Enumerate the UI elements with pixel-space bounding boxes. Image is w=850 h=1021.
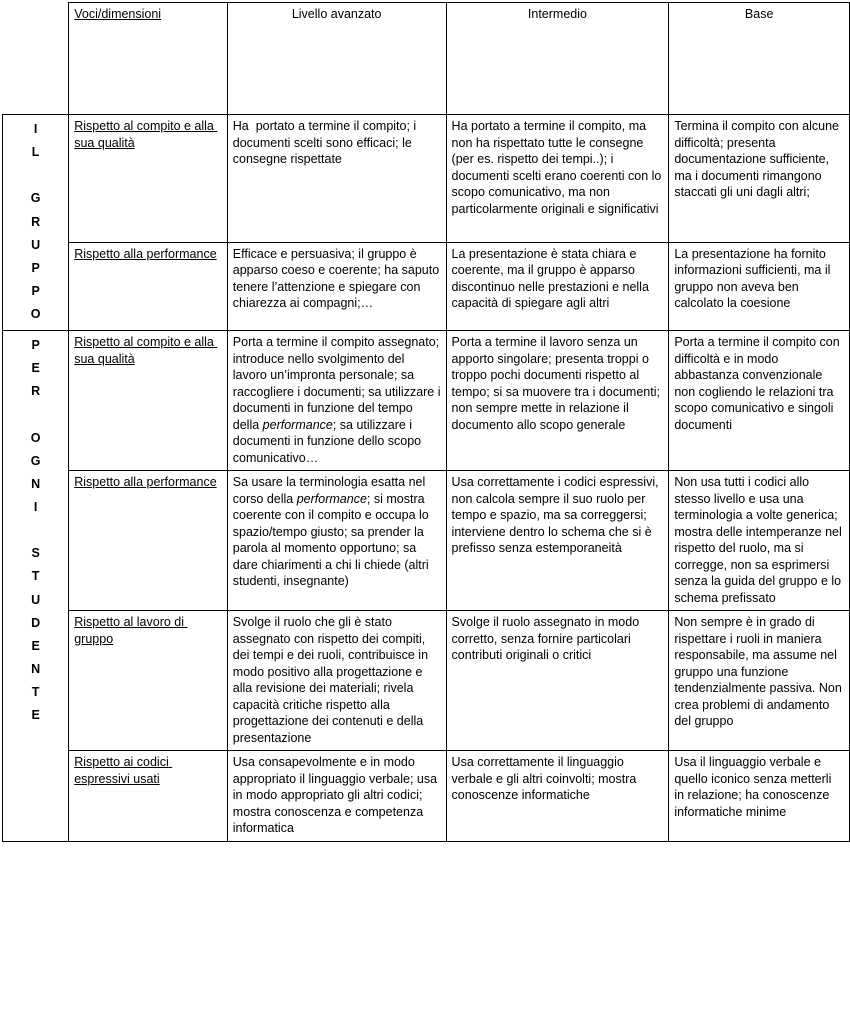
level-advanced-text: Usa consapevolmente e in modo appropriato il linguaggio verbale; usa in modo appropriato gli altri codici; mostra conoscenza e competenza informatica [232, 755, 441, 836]
level-intermediate-text: Porta a termine il lavoro senza un apporto singolare; presenta troppi o troppo pochi documenti rispetto al tempo; si sa muovere tra i documenti; non sempre mette in relazione il documento allo scopo generale [451, 335, 664, 432]
section-label-student-letters: P E R O G N I S T U D E N T E [30, 338, 41, 723]
level-advanced-text: Porta a termine il compito assegnato; introduce nello svolgimento del lavoro un’impronta personale; sa raccogliere i documenti; sa utilizzare i documenti in funzione del tempo della performance; sa utilizzare i documenti in funzione dello scopo comunicativo… [232, 335, 448, 465]
level-intermediate-cell [446, 611, 669, 751]
table-row [3, 115, 850, 243]
level-advanced-cell [227, 115, 446, 243]
table-row [3, 611, 850, 751]
level-base-cell [669, 242, 850, 330]
table-header-row [3, 3, 850, 115]
level-advanced-text: Efficace e persuasiva; il gruppo è apparso coeso e coerente; ha saputo tenere l’attenzione e spiegare con chiarezza ai compagni;… [232, 246, 443, 311]
dimension-label: Rispetto al lavoro di gruppo [74, 615, 188, 646]
level-intermediate-text: Svolge il ruolo assegnato in modo corretto, senza fornire particolari contributi originali o critici [451, 615, 643, 663]
section-label-group [3, 115, 69, 331]
level-base-cell [669, 751, 850, 842]
dimension-cell [69, 471, 228, 611]
table-row [3, 751, 850, 842]
level-advanced-text: Svolge il ruolo che gli è stato assegnato con rispetto dei compiti, dei tempi e dei ruoli, contribuisce in modo positivo alla progettazione e alla revisione dei materiali; rivela capacità critiche rispetto alla progettazione dei contenuti e della presentazione [232, 615, 432, 745]
level-base-text: Termina il compito con alcune difficoltà; presenta documentazione sufficiente, ma i documenti rimangono staccati gli uni dagli altri; [674, 119, 843, 199]
level-base-cell [669, 331, 850, 471]
level-base-text: Non usa tutti i codici allo stesso livello e usa una terminologia a volte generica; mostra delle intemperanze nel rispetto del ruolo, ma si corregge, non sa esprimersi senza la guida del gruppo e lo schema prefissato [674, 475, 846, 605]
level-intermediate-cell [446, 242, 669, 330]
level-base-cell [669, 115, 850, 243]
level-intermediate-text: Usa correttamente il linguaggio verbale e gli altri coinvolti; mostra conoscenze informatiche [451, 755, 640, 803]
table-row [3, 331, 850, 471]
rubric-document [0, 2, 850, 1021]
level-intermediate-cell [446, 115, 669, 243]
level-advanced-cell [227, 611, 446, 751]
level-intermediate-cell [446, 471, 669, 611]
level-base-text: Porta a termine il compito con difficoltà e in modo abbastanza convenzionale non cogliendo le relazioni tra scopo comunicativo e singoli documenti [674, 335, 844, 432]
header-dimensions-label: Voci/dimensioni [74, 7, 162, 21]
level-base-cell [669, 611, 850, 751]
level-advanced-cell [227, 751, 446, 842]
section-label-group-letters: I L G R U P P O [30, 122, 41, 321]
level-intermediate-text: Usa correttamente i codici espressivi, non calcola sempre il suo ruolo per tempo e spazio, ma sa correggersi; interviene dentro lo schema che si è prefisso senza estemporaneità [451, 475, 663, 556]
dimension-cell [69, 115, 228, 243]
dimension-label: Rispetto ai codici espressivi usati [74, 755, 173, 786]
section-label-student [3, 331, 69, 842]
dimension-cell [69, 611, 228, 751]
dimension-cell [69, 331, 228, 471]
level-intermediate-cell [446, 331, 669, 471]
level-base-text: La presentazione ha fornito informazioni sufficienti, ma il gruppo non aveva ben calcolato la coesione [674, 246, 834, 311]
level-advanced-cell [227, 242, 446, 330]
level-intermediate-text: Ha portato a termine il compito, ma non ha rispettato tutte le consegne (per es. rispetto dei tempi..); i documenti scelti erano coerenti con lo scopo comunicativo, ma non particolarmente originali e significativi [451, 119, 665, 216]
dimension-label: Rispetto alla performance [74, 246, 217, 261]
table-row [3, 471, 850, 611]
level-base-text: Non sempre è in grado di rispettare i ruoli in maniera responsabile, ma assume nel gruppo una funzione tendenzialmente passiva. Non crea problemi di andamento del gruppo [674, 615, 846, 729]
header-corner-blank [3, 3, 69, 115]
header-dimensions [69, 3, 228, 115]
header-level-advanced: Livello avanzato [227, 3, 446, 115]
level-base-cell [669, 471, 850, 611]
level-advanced-cell [227, 471, 446, 611]
dimension-label: Rispetto al compito e alla sua qualità [74, 335, 218, 366]
header-level-intermediate: Intermedio [446, 3, 669, 115]
rubric-table [2, 2, 850, 842]
table-row [3, 242, 850, 330]
header-level-base: Base [669, 3, 850, 115]
dimension-cell [69, 242, 228, 330]
level-advanced-cell [227, 331, 446, 471]
level-advanced-text: Sa usare la terminologia esatta nel corso della performance; si mostra coerente con il compito e occupa lo spazio/tempo giusto; sa prender la parola al momento opportuno; sa dare chiarimenti a chi li chiede (altri studenti, insegnante) [232, 475, 433, 589]
level-intermediate-cell [446, 751, 669, 842]
level-base-text: Usa il linguaggio verbale e quello iconico senza metterli in relazione; ha conoscenze informatiche minime [674, 755, 835, 819]
level-intermediate-text: La presentazione è stata chiara e coerente, ma il gruppo è apparso discontinuo nelle prestazioni e nella capacità di spiegare agli altri [451, 246, 653, 311]
dimension-label: Rispetto alla performance [74, 475, 217, 490]
level-advanced-text: Ha portato a termine il compito; i documenti scelti sono efficaci; le consegne rispettate [232, 119, 420, 166]
dimension-cell [69, 751, 228, 842]
dimension-label: Rispetto al compito e alla sua qualità [74, 119, 218, 150]
